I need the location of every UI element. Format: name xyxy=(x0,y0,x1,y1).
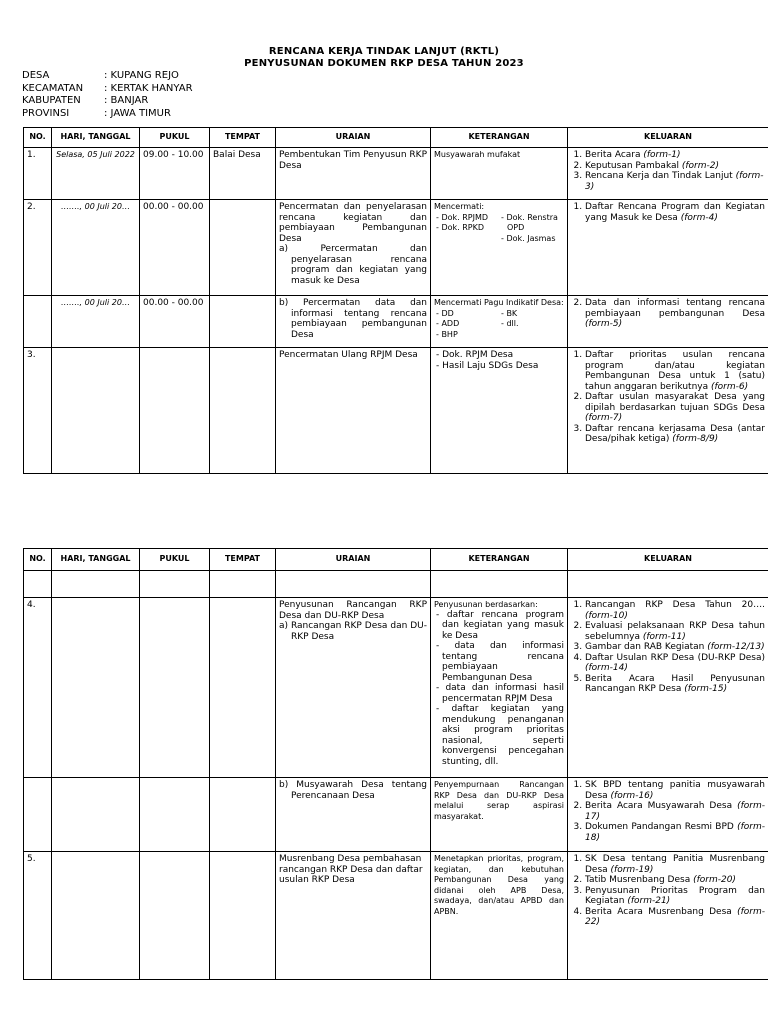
table-row xyxy=(24,148,768,200)
list-item: 5. Berita Acara Hasil Penyusunan Rancangan RKP Desa (form-15) xyxy=(585,674,765,695)
row-uraian: Pencermatan dan penyelarasan rencana kegiatan dan pembiayaan Pembangunan Desa a) Percermatan dan penyelarasan rencana program dan kegiatan yang masuk ke Desa xyxy=(276,200,431,296)
row-uraian: Musrenbang Desa pembahasan rancangan RKP Desa dan daftar usulan RKP Desa xyxy=(276,852,431,980)
list-item: 3. Gambar dan RAB Kegiatan (form-12/13) xyxy=(585,642,765,653)
list-item: 2. Tatib Musrenbang Desa (form-20) xyxy=(585,875,765,886)
row-uraian: Pencermatan Ulang RPJM Desa xyxy=(276,348,431,474)
row-keterangan: Penyempurnaan Rancangan RKP Desa dan DU-RKP Desa melalui serap aspirasi masyarakat. xyxy=(431,778,568,852)
list-item: 3. Daftar rencana kerjasama Desa (antar Desa/pihak ketiga) (form-8/9) xyxy=(585,424,765,445)
header-keluaran: KELUARAN xyxy=(568,128,768,148)
row-keluaran xyxy=(568,200,768,296)
row-no: 5. xyxy=(24,852,52,980)
row-pukul: 00.00 - 00.00 xyxy=(140,200,210,296)
row-hari: Selasa, 05 Juli 2022 xyxy=(52,148,140,200)
row-keterangan: Menetapkan prioritas, program, kegiatan, dan kebutuhan Pembangunan Desa yang didanai oleh APB Desa, swadaya, dan/atau APBD dan APBN. xyxy=(431,852,568,980)
row-uraian: b) Musyawarah Desa tentang Perencanaan Desa xyxy=(276,778,431,852)
document-title: RENCANA KERJA TINDAK LANJUT (RKTL) xyxy=(268,46,500,57)
table-row xyxy=(24,852,768,980)
list-item: 3. Dokumen Pandangan Resmi BPD (form-18) xyxy=(585,822,765,843)
header-keterangan: KETERANGAN xyxy=(431,549,568,571)
table-row xyxy=(24,296,768,348)
list-item: 2. Evaluasi pelaksanaan RKP Desa tahun sebelumnya (form-11) xyxy=(585,621,765,642)
header-tempat: TEMPAT xyxy=(210,549,276,571)
row-pukul: 00.00 - 00.00 xyxy=(140,296,210,348)
table-row xyxy=(24,348,768,474)
row-hari: ……., 00 Juli 20… xyxy=(52,296,140,348)
row-tempat xyxy=(210,200,276,296)
row-no: 2. xyxy=(24,200,52,296)
row-keluaran xyxy=(568,348,768,474)
header-hari: HARI, TANGGAL xyxy=(52,128,140,148)
table-row xyxy=(24,200,768,296)
list-item: 1. Daftar prioritas usulan rencana program dan/atau kegiatan Pembangunan Desa untuk 1 (satu) tahun anggaran berikutnya (form-6) xyxy=(585,350,765,392)
row-keluaran xyxy=(568,598,768,778)
kecamatan-label: KECAMATAN xyxy=(22,82,84,94)
table-row xyxy=(24,598,768,778)
list-item: 3. Penyusunan Prioritas Program dan Kegiatan (form-21) xyxy=(585,886,765,907)
row-hari: ……., 00 Juli 20… xyxy=(52,200,140,296)
list-item: 4. Berita Acara Musrenbang Desa (form-22) xyxy=(585,907,765,928)
list-item: 2. Berita Acara Musyawarah Desa (form-17) xyxy=(585,801,765,822)
row-keterangan: Mencermati Pagu Indikatif Desa: - DD - ADD - BHP - BK - dll. xyxy=(431,296,568,348)
header-tempat: TEMPAT xyxy=(210,128,276,148)
row-no: 4. xyxy=(24,598,52,778)
list-item: 1. SK BPD tentang panitia musyawarah Desa (form-16) xyxy=(585,780,765,801)
header-no: NO. xyxy=(24,549,52,571)
row-no: 1. xyxy=(24,148,52,200)
row-keluaran xyxy=(568,296,768,348)
kabupaten-value: : BANJAR xyxy=(104,95,149,106)
list-item: 2. Keputusan Pambakal (form-2) xyxy=(585,161,765,172)
row-keterangan: Mencermati: - Dok. RPJMD - Dok. RPKD - Dok. Renstra OPD - Dok. Jasmas xyxy=(431,200,568,296)
list-item: 4. Daftar Usulan RKP Desa (DU-RKP Desa) (form-14) xyxy=(585,653,765,674)
row-uraian: Penyusunan Rancangan RKP Desa dan DU-RKP Desa a) Rancangan RKP Desa dan DU-RKP Desa xyxy=(276,598,431,778)
rktl-table-2 xyxy=(23,548,768,980)
list-item: 1. Daftar Rencana Program dan Kegiatan yang Masuk ke Desa (form-4) xyxy=(585,202,765,223)
row-keterangan: Musyawarah mufakat xyxy=(431,148,568,200)
row-no: 3. xyxy=(24,348,52,474)
row-pukul: 09.00 - 10.00 xyxy=(140,148,210,200)
village-identity xyxy=(22,70,193,120)
header-keterangan: KETERANGAN xyxy=(431,128,568,148)
header-pukul: PUKUL xyxy=(140,549,210,571)
row-keluaran xyxy=(568,148,768,200)
rktl-table-1 xyxy=(23,127,768,474)
header-no: NO. xyxy=(24,128,52,148)
kabupaten-label: KABUPATEN xyxy=(22,95,81,106)
list-item: 2. Daftar usulan masyarakat Desa yang dipilah berdasarkan tujuan SDGs Desa (form-7) xyxy=(585,392,765,424)
header-uraian: URAIAN xyxy=(276,549,431,571)
provinsi-label: PROVINSI xyxy=(22,107,70,119)
desa-label: DESA xyxy=(22,70,50,81)
row-keluaran xyxy=(568,852,768,980)
row-keterangan: Penyusunan berdasarkan: - daftar rencana program dan kegiatan yang masuk ke Desa - data dan informasi tentang rencana pembiayaan Pembangunan Desa - data dan informasi hasil pencermatan RPJM Desa - daftar kegiatan yang mendukung penanganan aksi program prioritas nasional, seperti konvergensi pencegahan stunting, dll. xyxy=(431,598,568,778)
row-uraian: Pembentukan Tim Penyusun RKP Desa xyxy=(276,148,431,200)
desa-value: : KUPANG REJO xyxy=(104,70,179,81)
list-item: 1. Berita Acara (form-1) xyxy=(585,150,765,161)
header-hari: HARI, TANGGAL xyxy=(52,549,140,571)
row-tempat: Balai Desa xyxy=(210,148,276,200)
header-keluaran: KELUARAN xyxy=(568,549,768,571)
list-item: 3. Rencana Kerja dan Tindak Lanjut (form-3) xyxy=(585,171,765,192)
list-item: 1. SK Desa tentang Panitia Musrenbang Desa (form-19) xyxy=(585,854,765,875)
document-subtitle: PENYUSUNAN DOKUMEN RKP DESA TAHUN 2023 xyxy=(244,58,524,69)
table-row xyxy=(24,571,768,598)
list-item: 2. Data dan informasi tentang rencana pembiayaan pembangunan Desa (form-5) xyxy=(585,298,765,330)
provinsi-value: : JAWA TIMUR xyxy=(104,107,171,119)
header-pukul: PUKUL xyxy=(140,128,210,148)
list-item: 1. Rancangan RKP Desa Tahun 20…. (form-10) xyxy=(585,600,765,621)
header-uraian: URAIAN xyxy=(276,128,431,148)
row-uraian: b) Percermatan data dan informasi tentang rencana pembiayaan pembangunan Desa xyxy=(276,296,431,348)
table-row xyxy=(24,778,768,852)
kecamatan-value: : KERTAK HANYAR xyxy=(104,82,193,94)
row-keterangan: - Dok. RPJM Desa - Hasil Laju SDGs Desa xyxy=(431,348,568,474)
row-keluaran xyxy=(568,778,768,852)
